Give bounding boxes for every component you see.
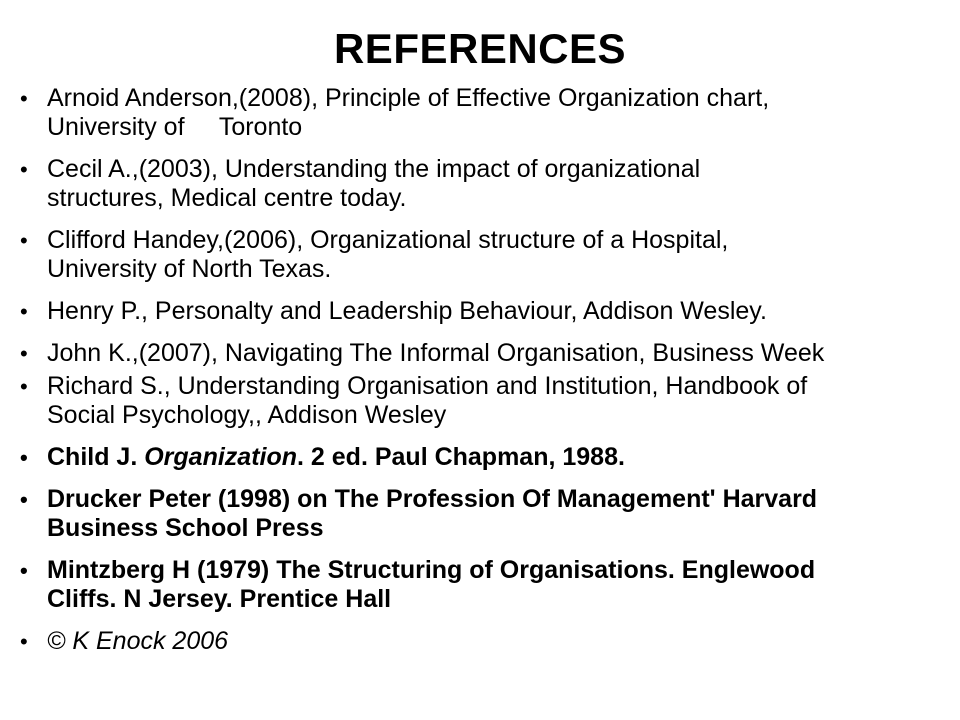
reference-text: Business School Press	[47, 514, 324, 542]
bullet-icon: •	[20, 374, 28, 399]
reference-text: Cliffs. N Jersey. Prentice Hall	[47, 585, 392, 613]
reference-item	[20, 485, 960, 543]
reference-text: Clifford Handey,(2006), Organizational structure of a Hospital,	[47, 226, 729, 254]
reference-text: Henry P., Personalty and Leadership Behaviour, Addison Wesley.	[47, 297, 767, 325]
reference-text: Cecil A.,(2003), Understanding the impact of organizational	[47, 155, 701, 183]
reference-item	[20, 556, 960, 614]
bullet-icon: •	[20, 341, 28, 366]
reference-item	[20, 443, 960, 472]
reference-text: University of North Texas.	[47, 255, 332, 283]
reference-work-title: Organization	[144, 443, 298, 471]
reference-author: Child J.	[47, 443, 145, 471]
reference-item	[20, 627, 960, 656]
references-list	[20, 84, 960, 669]
reference-text: Social Psychology,, Addison Wesley	[47, 401, 447, 429]
reference-item	[20, 339, 960, 368]
bullet-icon: •	[20, 487, 28, 512]
copyright-text: © K Enock 2006	[47, 627, 229, 655]
reference-item	[20, 84, 960, 142]
bullet-icon: •	[20, 299, 28, 324]
bullet-icon: •	[20, 629, 28, 654]
reference-item	[20, 297, 960, 326]
bullet-icon: •	[20, 157, 28, 182]
reference-text: University of Toronto	[47, 113, 303, 141]
reference-publication: . 2 ed. Paul Chapman, 1988.	[297, 443, 625, 471]
reference-text: Mintzberg H (1979) The Structuring of Organisations. Englewood	[47, 556, 816, 584]
reference-text: John K.,(2007), Navigating The Informal Organisation, Business Week	[47, 339, 825, 367]
slide-title: REFERENCES	[333, 25, 627, 72]
reference-text: Arnoid Anderson,(2008), Principle of Effective Organization chart,	[47, 84, 770, 112]
bullet-icon: •	[20, 558, 28, 583]
reference-item	[20, 226, 960, 284]
reference-text: structures, Medical centre today.	[47, 184, 407, 212]
bullet-icon: •	[20, 86, 28, 111]
bullet-icon: •	[20, 228, 28, 253]
reference-text: Drucker Peter (1998) on The Profession Of Management' Harvard	[47, 485, 818, 513]
reference-item	[20, 372, 960, 430]
reference-text: Richard S., Understanding Organisation and Institution, Handbook of	[47, 372, 808, 400]
bullet-icon: •	[20, 445, 28, 470]
reference-item	[20, 155, 960, 213]
